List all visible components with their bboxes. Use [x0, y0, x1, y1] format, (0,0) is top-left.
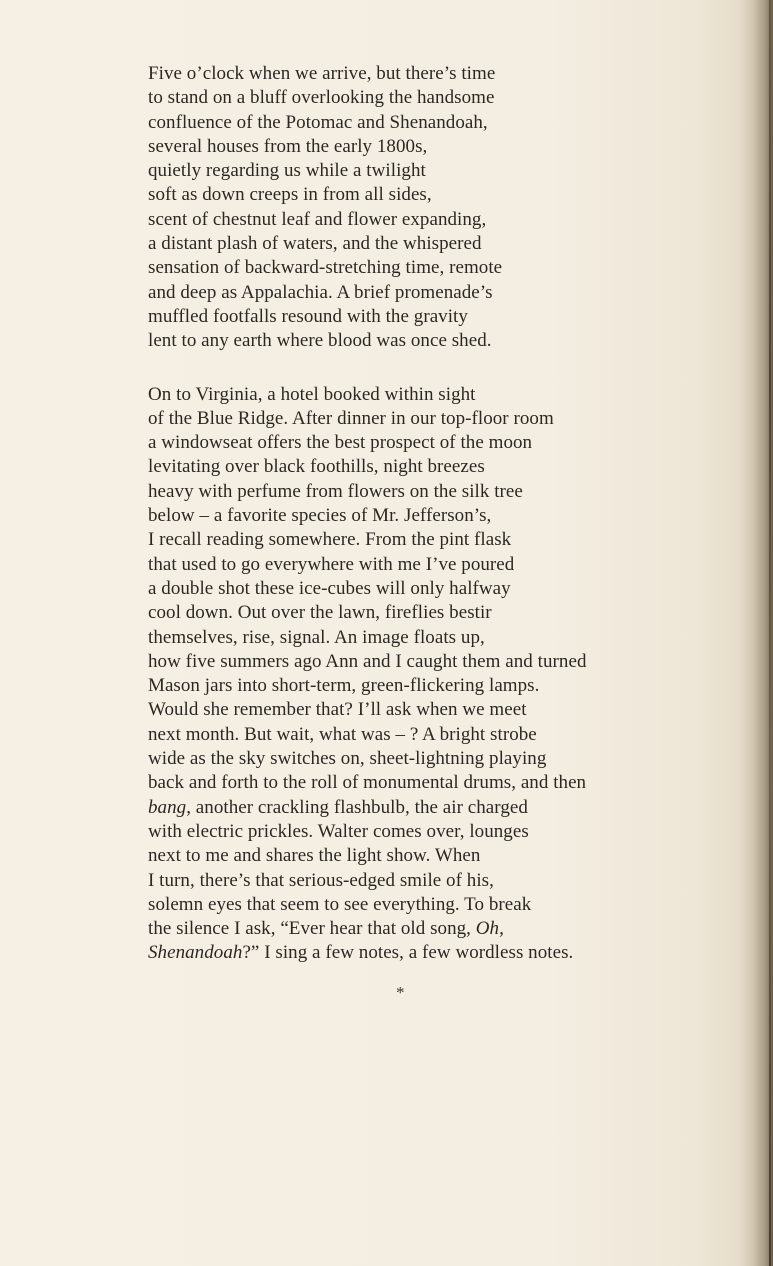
- poem-line: next month. But wait, what was – ? A bright strobe: [148, 723, 537, 745]
- poem-line: soft as down creeps in from all sides,: [148, 184, 432, 206]
- stanza-2: [148, 383, 748, 966]
- poem-line: and deep as Appalachia. A brief promenade’s: [148, 281, 493, 303]
- poem-line: scent of chestnut leaf and flower expanding,: [148, 208, 487, 230]
- poem-line: of the Blue Ridge. After dinner in our top-floor room: [148, 407, 554, 429]
- poem-line: a double shot these ice-cubes will only halfway: [148, 577, 511, 599]
- italic-shenandoah: Shenandoah: [148, 942, 243, 964]
- poem-line: muffled footfalls resound with the gravity: [148, 305, 468, 327]
- line-oh-before: the silence I ask, “Ever hear that old song,: [148, 918, 476, 940]
- poem-line: themselves, rise, signal. An image floats up,: [148, 626, 485, 648]
- italic-bang: bang: [148, 796, 187, 818]
- poem-line: to stand on a bluff overlooking the handsome: [148, 87, 495, 109]
- line-bang-rest: , another crackling flashbulb, the air charged: [186, 796, 528, 818]
- poem-line: below – a favorite species of Mr. Jefferson’s,: [148, 505, 492, 527]
- poem-line: heavy with perfume from flowers on the silk tree: [148, 480, 523, 502]
- poem-line: I turn, there’s that serious-edged smile of his,: [148, 869, 494, 891]
- poem-line: Five o’clock when we arrive, but there’s time: [148, 63, 496, 84]
- italic-oh: Oh,: [475, 918, 504, 940]
- poem-line-bang: [148, 796, 748, 820]
- poem-line: I recall reading somewhere. From the pint flask: [148, 529, 512, 551]
- poem-line: confluence of the Potomac and Shenandoah,: [148, 111, 488, 133]
- poem-line: several houses from the early 1800s,: [148, 135, 428, 157]
- poem-line: levitating over black foothills, night breezes: [148, 456, 485, 478]
- poem-line-oh: [148, 917, 748, 941]
- poem-line: quietly regarding us while a twilight: [148, 160, 426, 182]
- poem-line: a windowseat offers the best prospect of the moon: [148, 432, 533, 454]
- poem-line: that used to go everywhere with me I’ve poured: [148, 553, 515, 575]
- poem-line: Mason jars into short-term, green-flickering lamps.: [148, 675, 540, 697]
- poem-line: with electric prickles. Walter comes over, lounges: [148, 820, 529, 842]
- poem-line: back and forth to the roll of monumental drums, and then: [148, 772, 587, 794]
- poem-line-shenandoah: [148, 941, 748, 965]
- poem-line: lent to any earth where blood was once shed.: [148, 330, 492, 352]
- stanza-1: [148, 62, 748, 354]
- section-break-asterisk: *: [396, 983, 405, 1002]
- poem: [148, 62, 748, 966]
- page-edge: [769, 0, 771, 1266]
- poem-line: wide as the sky switches on, sheet-lightning playing: [148, 748, 547, 770]
- poem-line: next to me and shares the light show. When: [148, 845, 481, 867]
- poem-line: sensation of backward-stretching time, remote: [148, 257, 503, 279]
- poem-line: a distant plash of waters, and the whispered: [148, 233, 482, 255]
- line-shen-rest: ?” I sing a few notes, a few wordless notes.: [242, 942, 574, 964]
- poem-line: how five summers ago Ann and I caught them and turned: [148, 650, 587, 672]
- poem-line: cool down. Out over the lawn, fireflies bestir: [148, 602, 492, 624]
- poem-line: On to Virginia, a hotel booked within sight: [148, 383, 476, 405]
- poem-line: solemn eyes that seem to see everything. To break: [148, 893, 532, 915]
- poem-line: Would she remember that? I’ll ask when we meet: [148, 699, 527, 721]
